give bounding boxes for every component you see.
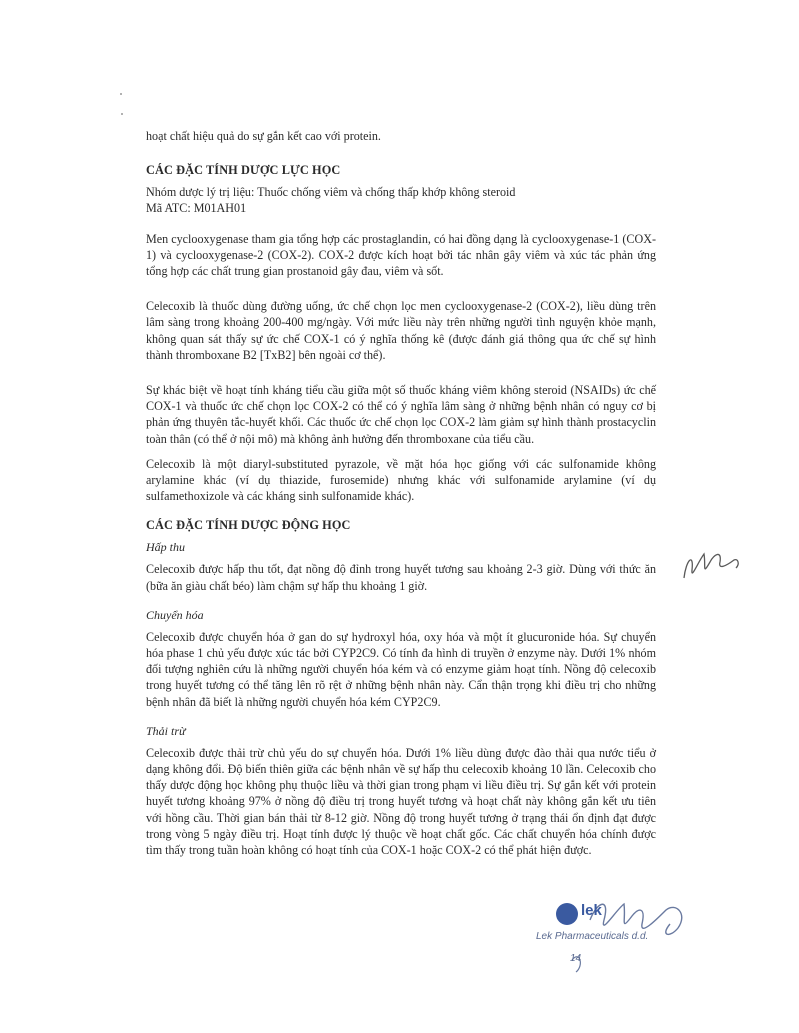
document-body (146, 128, 656, 858)
metabolism-text: Celecoxib được chuyển hóa ở gan do sự hydroxyl hóa, oxy hóa và một ít glucuronide hóa. Sự chuyển hóa phase 1 chủ yếu được xúc tác bởi CYP2C9. Có tính đa hình di truyền ở enzyme này. Dưới 1% nhóm đối tượng nghiên cứu là những người chuyển hóa kém và có enzyme giảm hoạt tính. Nồng độ celecoxib trong huyết tương có thể tăng lên rõ rệt ở những bệnh nhân này. Cẩn thận trọng khi điều trị cho những bệnh nhân đã biết là những người chuyển hóa kém CYP2C9. (146, 629, 656, 709)
absorption-text: Celecoxib được hấp thu tốt, đạt nồng độ đỉnh trong huyết tương sau khoảng 2-3 giờ. Dùng với thức ăn (bữa ăn giàu chất béo) làm chậm sự hấp thu khoảng 1 giờ. (146, 562, 656, 593)
stamp-number: 14 (570, 953, 582, 964)
scan-speck (120, 93, 122, 95)
pharmacokinetics-heading: CÁC ĐẶC TÍNH DƯỢC ĐỘNG HỌC (146, 518, 351, 533)
intro-line: hoạt chất hiệu quả do sự gắn kết cao với protein. (146, 129, 381, 143)
absorption-title: Hấp thu (146, 540, 185, 555)
scan-speck (121, 113, 123, 115)
metabolism-title: Chuyển hóa (146, 607, 204, 622)
elimination-text: Celecoxib được thải trừ chủ yếu do sự chuyển hóa. Dưới 1% liều dùng được đào thải qua nước tiểu ở dạng không đổi. Độ biến thiên giữa các bệnh nhân về sự hấp thu celecoxib khoảng 10 lần. Celecoxib cho thấy dược động học không phụ thuộc liều và thời gian trong phạm vi liều điều trị. Sự gắn kết với protein huyết tương khoảng 97% ở nồng độ điều trị trong huyết tương và hoạt chất này không gắn kết ưu tiên với hồng cầu. Thời gian bán thải từ 8-12 giờ. Nồng độ trong huyết tương ở trạng thái ổn định đạt được trong vòng 5 ngày điều trị. Hoạt tính được lý thuộc về hoạt chất gốc. Các chất chuyển hóa chính được tìm thấy trong tuần hoàn không có hoạt tính của COX-1 hoặc COX-2 có thể phát hiện được. (146, 745, 656, 858)
atc-code: Mã ATC: M01AH01 (146, 201, 247, 216)
lek-logo-text: lek (581, 902, 602, 919)
pd-paragraph: Men cyclooxygenase tham gia tổng hợp các prostaglandin, có hai đồng dạng là cyclooxygenase-1 (COX-1) và cyclooxygenase-2 (COX-2). COX-2 được kích hoạt bởi tác nhân gây viêm và xúc tác phản ứng tổng hợp các chất trung gian prostanoid gây đau, viêm và sốt. (146, 231, 656, 279)
pd-paragraph: Sự khác biệt về hoạt tính kháng tiểu cầu giữa một số thuốc kháng viêm không steroid (NSAIDs) ức chế COX-1 và thuốc ức chế chọn lọc COX-2 có thể có ý nghĩa lâm sàng ở những bệnh nhân có nguy cơ bị phản ứng thuyên tắc-huyết khối. Các thuốc ức chế chọn lọc COX-2 làm giảm sự hình thành prostacyclin toàn thân (có thể ở nội mô) mà không ảnh hưởng đến thromboxane của tiểu cầu. (146, 383, 656, 446)
elimination-title: Thải trừ (146, 723, 186, 738)
pd-paragraph: Celecoxib là thuốc dùng đường uống, ức chế chọn lọc men cyclooxygenase-2 (COX-2), liều dùng trên lâm sàng trong khoảng 200-400 mg/ngày. Với mức liều này trên những người tình nguyện khỏe mạnh, không quan sát thấy sự ức chế COX-1 có ý nghĩa thống kê (được đánh giá thông qua ức chế sự hình thành thromboxane B2 [TxB2] bên ngoài cơ thể). (146, 299, 656, 362)
lek-logo-icon (556, 903, 578, 925)
stamp-company: Lek Pharmaceuticals d.d. (536, 931, 649, 942)
margin-signature (676, 540, 746, 590)
pd-paragraph: Celecoxib là một diaryl-substituted pyrazole, về mặt hóa học giống với các sulfonamide không arylamine khác (ví dụ thiazide, furosemide) nhưng khác với sulfonamide arylamine (ví dụ sulfamethoxizole và các kháng sinh sulfonamide khác). (146, 456, 656, 504)
pharmacodynamics-heading: CÁC ĐẶC TÍNH DƯỢC LỰC HỌC (146, 163, 341, 178)
therapeutic-group: Nhóm dược lý trị liệu: Thuốc chống viêm và chống thấp khớp không steroid (146, 185, 516, 200)
